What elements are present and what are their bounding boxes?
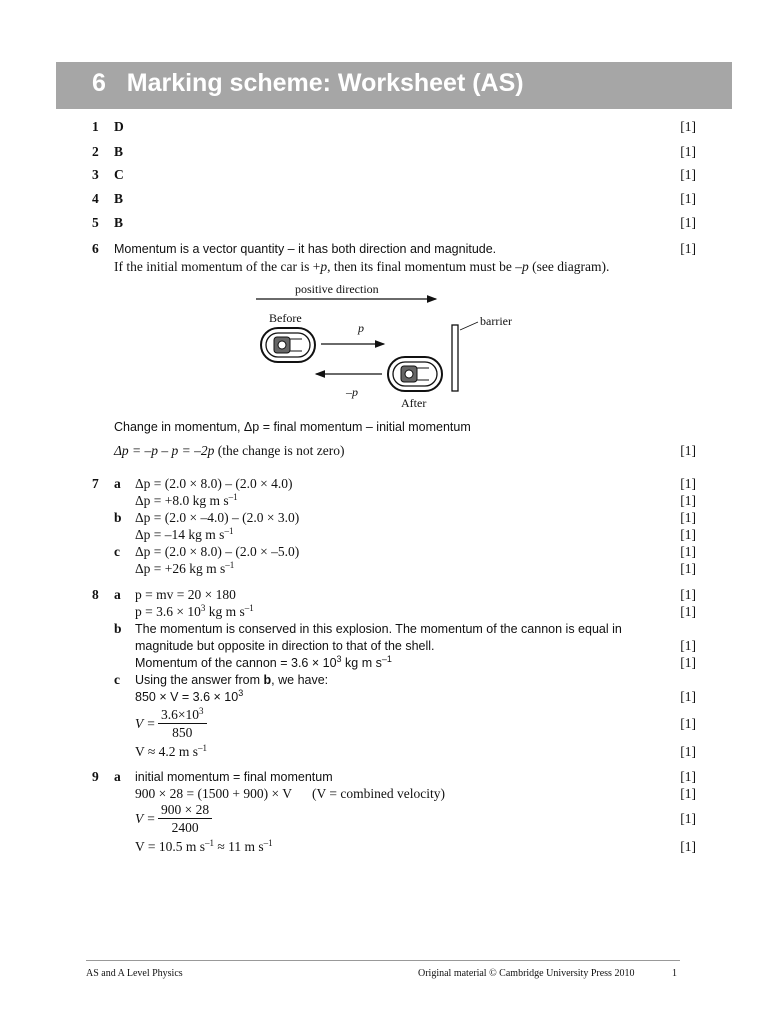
q7a-mark-2: [1]: [680, 493, 696, 508]
q7a-mark-1: [1]: [680, 476, 696, 491]
q9a-line4: V = 10.5 m $s^{-1} \approx 11$ m $s^{-1}$: [135, 838, 273, 854]
q6-result: Δp = –p – p = –2p (the change is not zero): [114, 443, 345, 458]
q8c-mark-1: [1]: [680, 689, 696, 704]
momentum-diagram: [240, 278, 540, 413]
q8c-frac-den: 850: [172, 725, 193, 740]
neg-p-label: –p: [346, 385, 358, 399]
p-label: p: [358, 321, 364, 335]
q9a-frac-num: 900 × 28: [158, 802, 212, 819]
q8a-line1: p = mv = 20 × 180: [135, 587, 236, 602]
q7c-line1: Δp = (2.0 × 8.0) – (2.0 × –5.0): [135, 544, 300, 559]
q9a-line2: 900 × 28 = (1500 + 900) × V: [135, 786, 292, 801]
footer-page-number: 1: [672, 968, 677, 979]
q8c-mark-3: [1]: [680, 744, 696, 759]
q5-answer: B: [114, 215, 124, 230]
q2-mark: [1]: [680, 144, 696, 159]
q8c-line1: Using the answer from b, we have:: [135, 673, 329, 687]
barrier: [452, 325, 458, 391]
q7a-line1: Δp = (2.0 × 8.0) – (2.0 × 4.0): [135, 476, 293, 491]
q7c-line2: Δp = +26 kg m $s^{-1}$: [135, 560, 235, 576]
q8a-mark-1: [1]: [680, 587, 696, 602]
q7a-line2: Δp = +8.0 kg m $s^{-1}$: [135, 492, 238, 508]
q9a-label: a: [114, 769, 121, 784]
q6-number: 6: [92, 241, 99, 256]
car-after: [388, 357, 442, 391]
q3-mark: [1]: [680, 167, 696, 182]
q8a-label: a: [114, 587, 121, 602]
q5-number: 5: [92, 215, 99, 230]
positive-direction-label: positive direction: [295, 282, 379, 296]
q8c-frac-lhs: V =: [135, 716, 156, 731]
q4-mark: [1]: [680, 191, 696, 206]
q9a-mark-3: [1]: [680, 811, 696, 826]
q8c-line2: $850 \times V = 3.6 \times 10^3$: [135, 688, 244, 704]
q8b-line3: Momentum of the cannon = $3.6 \times 10^3$ kg m $s^{-1}$: [135, 654, 392, 670]
q6-mark-2: [1]: [680, 443, 696, 458]
q8a-mark-2: [1]: [680, 604, 696, 619]
q9a-frac-den: 2400: [171, 820, 199, 835]
q6-mark-1: [1]: [680, 241, 696, 256]
q2-answer: B: [114, 144, 124, 159]
q1-answer: D: [114, 119, 124, 134]
after-label: After: [401, 396, 427, 410]
q7b-mark-2: [1]: [680, 527, 696, 542]
q7b-label: b: [114, 510, 122, 525]
footer-copyright: Original material © Cambridge University Press 2010: [418, 968, 635, 979]
q8c-mark-2: [1]: [680, 716, 696, 731]
q7c-label: c: [114, 544, 120, 559]
q9a-mark-1: [1]: [680, 769, 696, 784]
q7c-mark-1: [1]: [680, 544, 696, 559]
q8-number: 8: [92, 587, 99, 602]
q8a-line2: $p = 3.6 \times 10^3$ kg m $s^{-1}$: [135, 603, 254, 619]
q7b-mark-1: [1]: [680, 510, 696, 525]
q9-number: 9: [92, 769, 99, 784]
q6-line2: If the initial momentum of the car is +p, then its final momentum must be –p (see diagram).: [114, 259, 610, 274]
q5-mark: [1]: [680, 215, 696, 230]
q9a-fraction: [158, 802, 212, 835]
q7b-line1: Δp = (2.0 × –4.0) – (2.0 × 3.0): [135, 510, 300, 525]
q9a-mark-4: [1]: [680, 839, 696, 854]
q7a-label: a: [114, 476, 121, 491]
q3-number: 3: [92, 167, 99, 182]
q1-number: 1: [92, 119, 99, 134]
section-banner: [56, 62, 732, 109]
q8b-label: b: [114, 621, 122, 636]
before-label: Before: [269, 311, 302, 325]
q8b-line2: magnitude but opposite in direction to that of the shell.: [135, 639, 435, 653]
q9a-line2-note: (V = combined velocity): [312, 786, 445, 801]
q6-line1: Momentum is a vector quantity – it has both direction and magnitude.: [114, 242, 497, 256]
q9a-frac-lhs: V =: [135, 811, 156, 826]
q1-mark: [1]: [680, 119, 696, 134]
q3-answer: C: [114, 167, 124, 182]
q8c-frac-num: $3.6\times 10^3$: [158, 707, 207, 724]
q4-answer: B: [114, 191, 124, 206]
q8b-mark-1: [1]: [680, 638, 696, 653]
q8c-fraction: [158, 707, 207, 740]
q4-number: 4: [92, 191, 99, 206]
q7c-mark-2: [1]: [680, 561, 696, 576]
q7-number: 7: [92, 476, 99, 491]
q8b-line1: The momentum is conserved in this explosion. The momentum of the cannon is equal in: [135, 622, 622, 636]
q6-change-text: Change in momentum, Δp = final momentum – initial momentum: [114, 420, 471, 434]
q2-number: 2: [92, 144, 99, 159]
q8b-mark-2: [1]: [680, 655, 696, 670]
section-title: 6 Marking scheme: Worksheet (AS): [92, 69, 524, 97]
barrier-label: barrier: [480, 314, 512, 328]
q8c-line4: V ≈ 4.2 m $s^{-1}$: [135, 743, 208, 759]
footer-rule: [86, 960, 680, 961]
q9a-mark-2: [1]: [680, 786, 696, 801]
q9a-line1: initial momentum = final momentum: [135, 770, 333, 784]
footer-left: AS and A Level Physics: [86, 968, 183, 979]
q7b-line2: Δp = –14 kg m $s^{-1}$: [135, 526, 234, 542]
q8c-label: c: [114, 672, 120, 687]
car-before: [261, 328, 315, 362]
